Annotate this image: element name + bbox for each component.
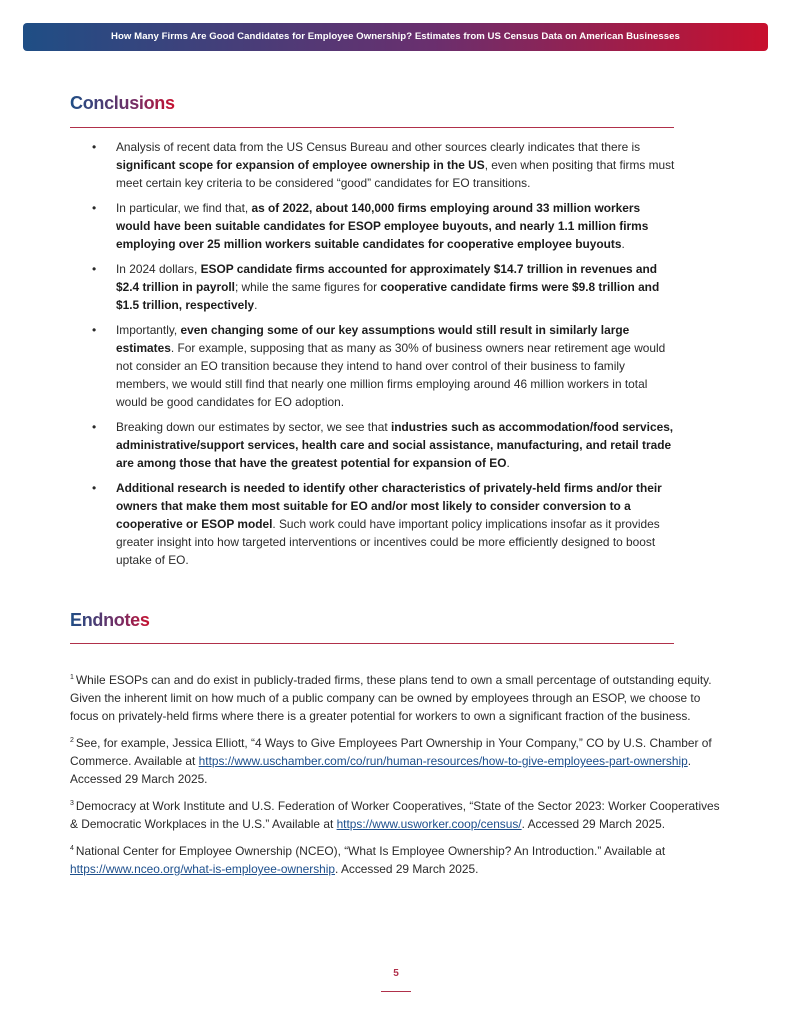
text-run: Breaking down our estimates by sector, we see that (116, 420, 391, 434)
bullet-icon: • (92, 140, 97, 154)
bold-phrase: Additional research is needed to identify other characteristics of privately-held firms and/or their owners that make them most suitable for EO and/or most likely to consider conversion to a cooperative or ESOP model (116, 481, 662, 531)
endnote-text: Democracy at Work Institute and U.S. Federation of Worker Cooperatives, “State of the Sector 2023: Worker Cooperatives & Democratic Workplaces in the U.S.” Available at (70, 799, 720, 831)
endnote-accessed: . Accessed 29 March 2025. (70, 754, 692, 786)
text-run: . Such work could have important policy implications insofar as it provides greater insight into how targeted interventions or incentives could be more efficiently designed to boost uptake of EO. (116, 517, 660, 567)
bold-phrase: significant scope for expansion of employee ownership in the US (116, 158, 485, 172)
text-run: Analysis of recent data from the US Census Bureau and other sources clearly indicates that there is (116, 140, 641, 154)
endnote-text: National Center for Employee Ownership (NCEO), “What Is Employee Ownership? An Introduction.” Available at (75, 844, 666, 858)
bullet-icon: • (92, 201, 97, 215)
conclusions-divider (70, 127, 674, 128)
bullet-icon: • (92, 262, 97, 276)
bold-phrase: as of 2022, about 140,000 firms employing around 33 million workers would have been suitable candidates for ESOP employee buyouts, and nearly 1.1 million firms employing over 25 million workers suitable candidates for cooperative employee buyouts (116, 201, 649, 251)
text-run: Importantly, (116, 323, 181, 337)
bold-phrase: cooperative candidate firms were $9.8 trillion and $1.5 trillion, respectively (116, 280, 660, 312)
conclusion-text (116, 420, 673, 470)
text-run: In 2024 dollars, (116, 262, 201, 276)
endnote (70, 669, 726, 725)
conclusions-heading: Conclusions (70, 93, 175, 113)
text-run: . For example, supposing that as many as 30% of business owners near retirement age would not consider an EO transition because they intend to hand over control of their business to family members, we would still find that nearly one million firms employing around 46 million workers in total would be good candidates for EO adoption. (116, 341, 666, 409)
endnote-text: See, for example, Jessica Elliott, “4 Ways to Give Employees Part Ownership in Your Company,” CO by U.S. Chamber of Commerce. Available at (70, 736, 712, 768)
bold-phrase: industries such as accommodation/food services, administrative/support services, health care and social assistance, manufacturing, and retail trade are among those that have the greatest potential for expansion of EO (116, 420, 674, 470)
conclusion-item (92, 418, 677, 472)
endnote-link-usworker[interactable]: https://www.usworker.coop/census/ (336, 817, 522, 831)
text-run: . (621, 237, 625, 251)
endnotes-list (70, 669, 726, 885)
endnote (70, 840, 726, 878)
endnote-number: 2 (70, 737, 74, 744)
bold-phrase: even changing some of our key assumptions would still result in similarly large estimates (116, 323, 630, 355)
text-run: . (506, 456, 510, 470)
text-run: . (254, 298, 258, 312)
conclusion-item (92, 199, 677, 253)
bullet-icon: • (92, 323, 97, 337)
bold-phrase: ESOP candidate firms accounted for approximately $14.7 trillion in revenues and $2.4 trillion in payroll (116, 262, 658, 294)
page-number: 5 (393, 968, 399, 979)
conclusion-item (92, 260, 677, 314)
conclusion-text (116, 262, 659, 312)
conclusion-text (116, 201, 648, 251)
conclusion-item (92, 321, 677, 411)
endnote (70, 732, 726, 788)
conclusion-item (92, 138, 677, 192)
endnote-text: While ESOPs can and do exist in publicly-traded firms, these plans tend to own a small percentage of outstanding equity. Given the inherent limit on how much of a public company can be owned by employees through an ESOP, we choose to focus on privately-held firms where there is a greater potential for workers to own a significant fraction of the business. (70, 673, 712, 723)
endnotes-divider (70, 643, 674, 644)
bullet-icon: • (92, 420, 97, 434)
text-run: ; while the same figures for (234, 280, 381, 294)
page-number-underline (381, 991, 411, 992)
conclusions-list (92, 138, 677, 576)
endnote-link-nceo[interactable]: https://www.nceo.org/what-is-employee-ownership (70, 862, 336, 876)
endnote-link-uschamber[interactable]: https://www.uschamber.com/co/run/human-resources/how-to-give-employees-part-ownership (198, 754, 688, 768)
endnotes-heading: Endnotes (70, 610, 150, 630)
endnote-number: 3 (70, 800, 74, 807)
report-title-banner: How Many Firms Are Good Candidates for Employee Ownership? Estimates from US Census Data on American Businesses (23, 23, 768, 51)
bullet-icon: • (92, 481, 97, 495)
endnote-accessed: . Accessed 29 March 2025. (335, 862, 479, 876)
text-run: , even when positing that firms must meet certain key criteria to be considered “good” candidates for EO transitions. (116, 158, 675, 190)
endnote-accessed: . Accessed 29 March 2025. (521, 817, 666, 831)
endnote (70, 795, 726, 833)
endnote-number: 4 (70, 845, 74, 852)
conclusion-item (92, 479, 677, 569)
text-run: In particular, we find that, (116, 201, 252, 215)
endnote-number: 1 (70, 674, 74, 681)
conclusion-text (116, 323, 665, 409)
conclusion-text (116, 481, 662, 567)
conclusion-text (116, 140, 674, 190)
